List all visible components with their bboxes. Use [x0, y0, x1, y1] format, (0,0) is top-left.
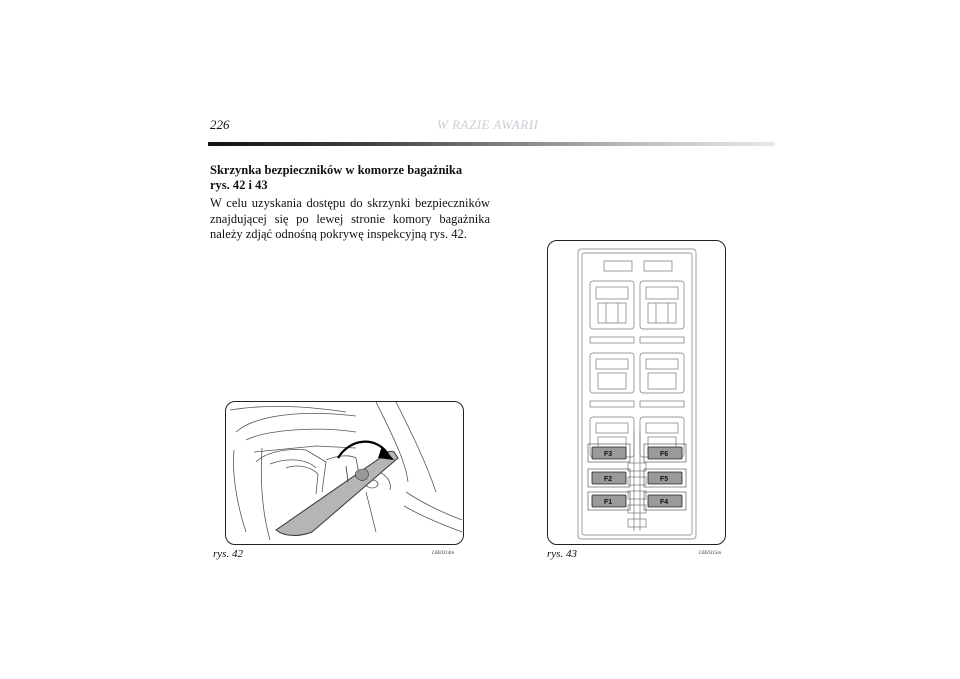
section-title: [210, 163, 510, 193]
figure-43-caption: rys. 43: [547, 548, 577, 560]
figure-42-caption: rys. 42: [213, 548, 243, 560]
fuse-f5-label: F5: [660, 476, 669, 483]
figure-43: [547, 240, 726, 545]
figure-42-code: L0E0314m: [432, 551, 454, 556]
body-paragraph: W celu uzyskania dostępu do skrzynki bezpieczników znajdującej się po lewej stronie komory bagażnika należy zdjąć odnośną pokrywę inspekcyjną rys. 42.: [210, 196, 490, 241]
running-head: W RAZIE AWARII: [437, 117, 539, 132]
fuse-f3-label: F3: [604, 451, 613, 458]
section-title-line2: rys. 42 i 43: [210, 178, 268, 192]
fuse-f2-label: F2: [604, 476, 613, 483]
fuse-box-diagram-icon: [548, 241, 725, 544]
fuse-f1-label: F1: [604, 499, 613, 506]
fuse-f4-label: F4: [660, 499, 669, 506]
trunk-cover-illustration-icon: [226, 402, 463, 544]
page-number: 226: [210, 117, 230, 132]
section-title-line1: Skrzynka bezpieczników w komorze bagażnika: [210, 163, 463, 177]
header-rule: [208, 142, 775, 146]
fuse-f6-label: F6: [660, 451, 669, 458]
figure-42: [225, 401, 464, 545]
figure-43-code: L0E0315m: [699, 551, 721, 556]
